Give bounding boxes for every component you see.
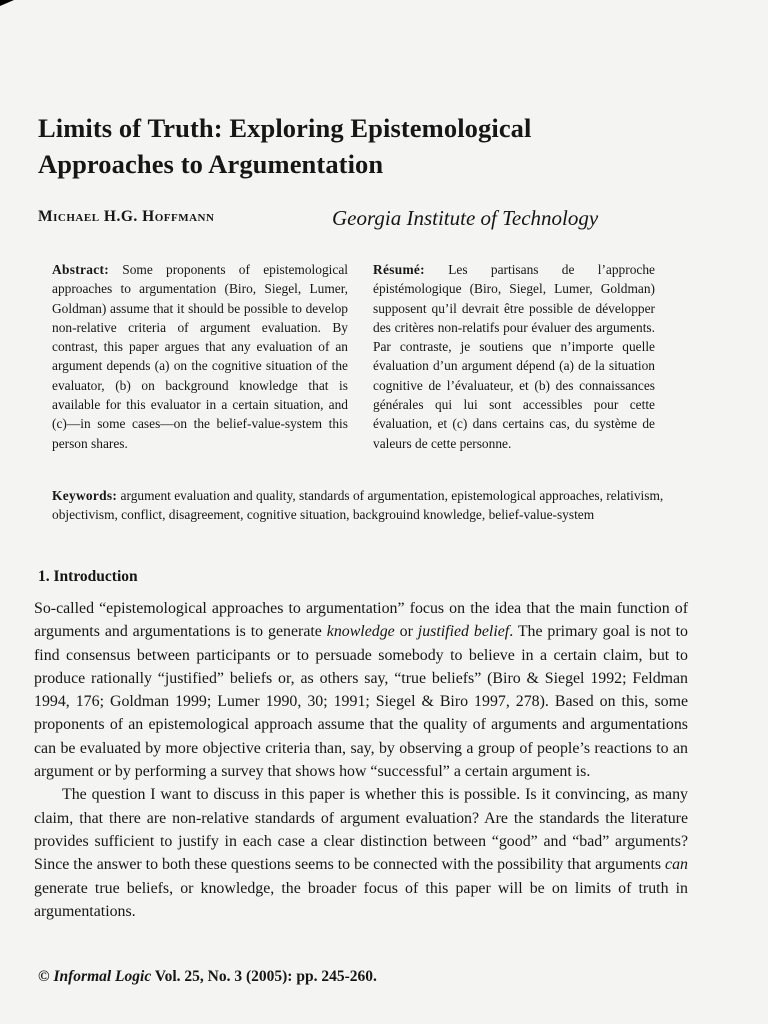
scan-corner-mark [0, 0, 14, 6]
abstract-text: Some proponents of epistemological approaches to argumentation (Biro, Siegel, Lumer, Goldman) assume that it should be possible to develop non-relative criteria of argument evaluation. By contrast, this paper argues that any evaluation of an argument depends (a) on the cognitive situation of the evaluator, (b) on background knowledge that is available for this evaluator in a certain situation, and (c)—in some cases—on the belief-value-system this person shares. [52, 262, 348, 451]
paper-title [38, 110, 738, 182]
journal-name: Informal Logic [53, 968, 152, 985]
body-text [34, 597, 688, 923]
para1-emph-justified-belief: justified belief [417, 623, 510, 641]
para2-emph-can: can [665, 856, 688, 874]
para1-a: So-called “epistemological approaches to argumentation” focus on the idea that the main function of arguments and argumentations is to generate [34, 600, 688, 641]
byline [38, 206, 738, 236]
keywords-block [52, 486, 672, 524]
citation-details: Vol. 25, No. 3 (2005): pp. 245-260. [154, 968, 377, 985]
keywords-label: Keywords: [52, 488, 118, 503]
author-affiliation: Georgia Institute of Technology [332, 206, 599, 230]
paragraph-1 [34, 597, 688, 783]
para1-c: or [394, 623, 418, 641]
title-line-2: Approaches to Argumentation [38, 149, 384, 179]
copyright-symbol: © [38, 968, 50, 985]
abstract-block [52, 260, 348, 453]
para1-e: . The primary goal is not to find consensus between participants or to persuade somebody to believe in a certain claim, but to produce rationally “justified” beliefs or, as others say, “true beliefs” (Biro & Siegel 1992; Feldman 1994, 176; Goldman 1999; Lumer 1990, 30; 1991; Siegel & Biro 1997, 278). Based on this, some proponents of an epistemological approach assume that the quality of arguments and argumentations can be evaluated by more objective criteria than, say, by observing a group of people’s reactions to an argument or by performing a survey that shows how “successful” a certain argument is. [34, 623, 688, 781]
section-title: Introduction [53, 568, 138, 585]
section-number: 1. [38, 568, 50, 585]
resume-text: Les partisans de l’approche épistémologique (Biro, Siegel, Lumer, Goldman) supposent qu’il devrait être possible de développer des critères non-relatifs pour évaluer des arguments. Par contraste, je soutiens que n’importe quelle évaluation d’un argument dépend (a) de la situation cognitive de l’évaluateur, et (b) des connaissances générales qui lui sont accessibles pour cette évaluation, et (c) dans certains cas, du système de valeurs de cette personne. [373, 262, 655, 451]
para2-c: generate true beliefs, or knowledge, the broader focus of this paper will be on limits of truth in argumentations. [34, 879, 688, 920]
title-line-1: Limits of Truth: Exploring Epistemological [38, 113, 532, 143]
resume-label: Résumé: [373, 262, 425, 277]
author-name: Michael H.G. Hoffmann [38, 208, 215, 225]
abstract-label: Abstract: [52, 262, 109, 277]
resume-block [373, 260, 655, 453]
section-heading [38, 568, 138, 586]
citation-footer [38, 968, 377, 986]
keywords-text: argument evaluation and quality, standards of argumentation, epistemological approaches, relativism, objectivism, conflict, disagreement, cognitive situation, backgrouind knowledge, belief-value-system [52, 488, 664, 522]
para1-emph-knowledge: knowledge [326, 623, 395, 641]
para2-a: The question I want to discuss in this paper is whether this is possible. Is it convincing, as many claim, that there are non-relative standards of argument evaluation? Are the standards the literature provides sufficient to justify in each case a clear distinction between “good” and “bad” arguments? Since the answer to both these questions seems to be connected with the possibility that arguments [34, 786, 688, 874]
paragraph-2 [34, 783, 688, 923]
